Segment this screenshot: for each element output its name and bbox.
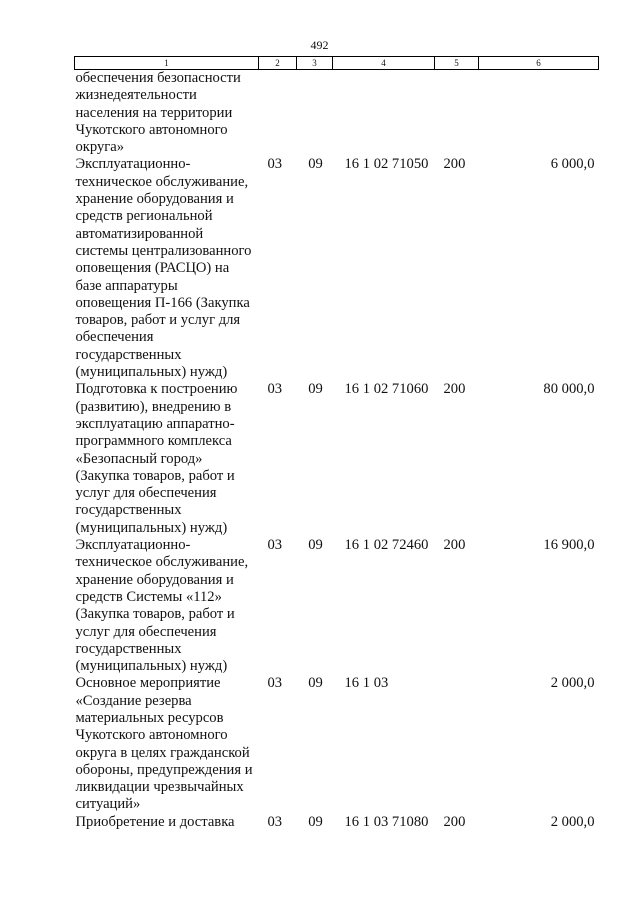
header-col-2: 2 — [259, 57, 297, 70]
row-section: 03 — [267, 156, 283, 173]
header-col-1: 1 — [75, 57, 259, 70]
row-subsection: 09 — [308, 537, 323, 554]
row-section: 03 — [267, 813, 283, 830]
row-subsection: 09 — [308, 156, 323, 173]
table-row — [75, 675, 599, 813]
row-subsection — [297, 70, 333, 157]
row-target-item — [333, 70, 435, 157]
table-row — [75, 537, 599, 675]
row-description: Эксплуатационно-техническое обслуживание, хранение оборудования и средств Системы «112» (Закупка товаров, работ и услуг для обеспечения государственных (муниципальных) нужд) — [75, 537, 249, 675]
row-target-item: 16 1 03 — [344, 675, 389, 692]
row-subsection: 09 — [308, 675, 323, 692]
row-amount — [479, 70, 599, 157]
row-section — [259, 70, 297, 157]
header-col-5: 5 — [435, 57, 479, 70]
row-amount: 16 900,0 — [543, 537, 595, 554]
page-number: 492 — [310, 38, 329, 52]
row-expense-type: 200 — [443, 156, 466, 173]
header-row — [75, 57, 599, 70]
row-expense-type: 200 — [443, 813, 466, 830]
row-subsection: 09 — [308, 813, 323, 830]
table-header — [75, 57, 599, 70]
row-amount: 2 000,0 — [550, 813, 595, 830]
row-target-item: 16 1 02 71050 — [344, 156, 429, 173]
table-row — [75, 70, 599, 157]
row-target-item: 16 1 02 72460 — [344, 537, 429, 554]
row-description: Приобретение и доставка — [75, 813, 235, 830]
row-expense-type: 200 — [443, 537, 466, 554]
row-expense-type — [435, 70, 479, 157]
table-body — [75, 70, 599, 832]
row-amount: 6 000,0 — [550, 156, 595, 173]
row-description: обеспечения безопасности жизнедеятельности населения на территории Чукотского автономного округа» — [75, 70, 241, 156]
table-row — [75, 156, 599, 381]
row-expense-type — [435, 675, 479, 813]
row-expense-type: 200 — [443, 381, 466, 398]
row-target-item: 16 1 03 71080 — [344, 813, 429, 830]
row-description: Подготовка к построению (развитию), внедрению в эксплуатацию аппаратно-программного комплекса «Безопасный город» (Закупка товаров, работ и услуг для обеспечения государственных (муниципальных) нужд) — [75, 381, 238, 536]
row-subsection: 09 — [308, 381, 323, 398]
row-target-item: 16 1 02 71060 — [344, 381, 429, 398]
row-section: 03 — [267, 537, 283, 554]
row-description: Основное мероприятие «Создание резерва материальных ресурсов Чукотского автономного округа в целях гражданской обороны, предупреждения и ликвидации чрезвычайных ситуаций» — [75, 675, 253, 813]
budget-table — [74, 56, 599, 831]
row-description: Эксплуатационно-техническое обслуживание, хранение оборудования и средств региональной автоматизированной системы централизованного оповещения (РАСЦО) на базе аппаратуры оповещения П-166 (Закупка товаров, работ и услуг для обеспечения государственных (муниципальных) нужд) — [75, 156, 252, 381]
table-row — [75, 381, 599, 537]
row-section: 03 — [267, 675, 283, 692]
row-section: 03 — [267, 381, 283, 398]
table-row — [75, 814, 599, 831]
header-col-6: 6 — [479, 57, 599, 70]
header-col-3: 3 — [297, 57, 333, 70]
row-amount: 2 000,0 — [550, 675, 595, 692]
header-col-4: 4 — [333, 57, 435, 70]
row-amount: 80 000,0 — [543, 381, 595, 398]
